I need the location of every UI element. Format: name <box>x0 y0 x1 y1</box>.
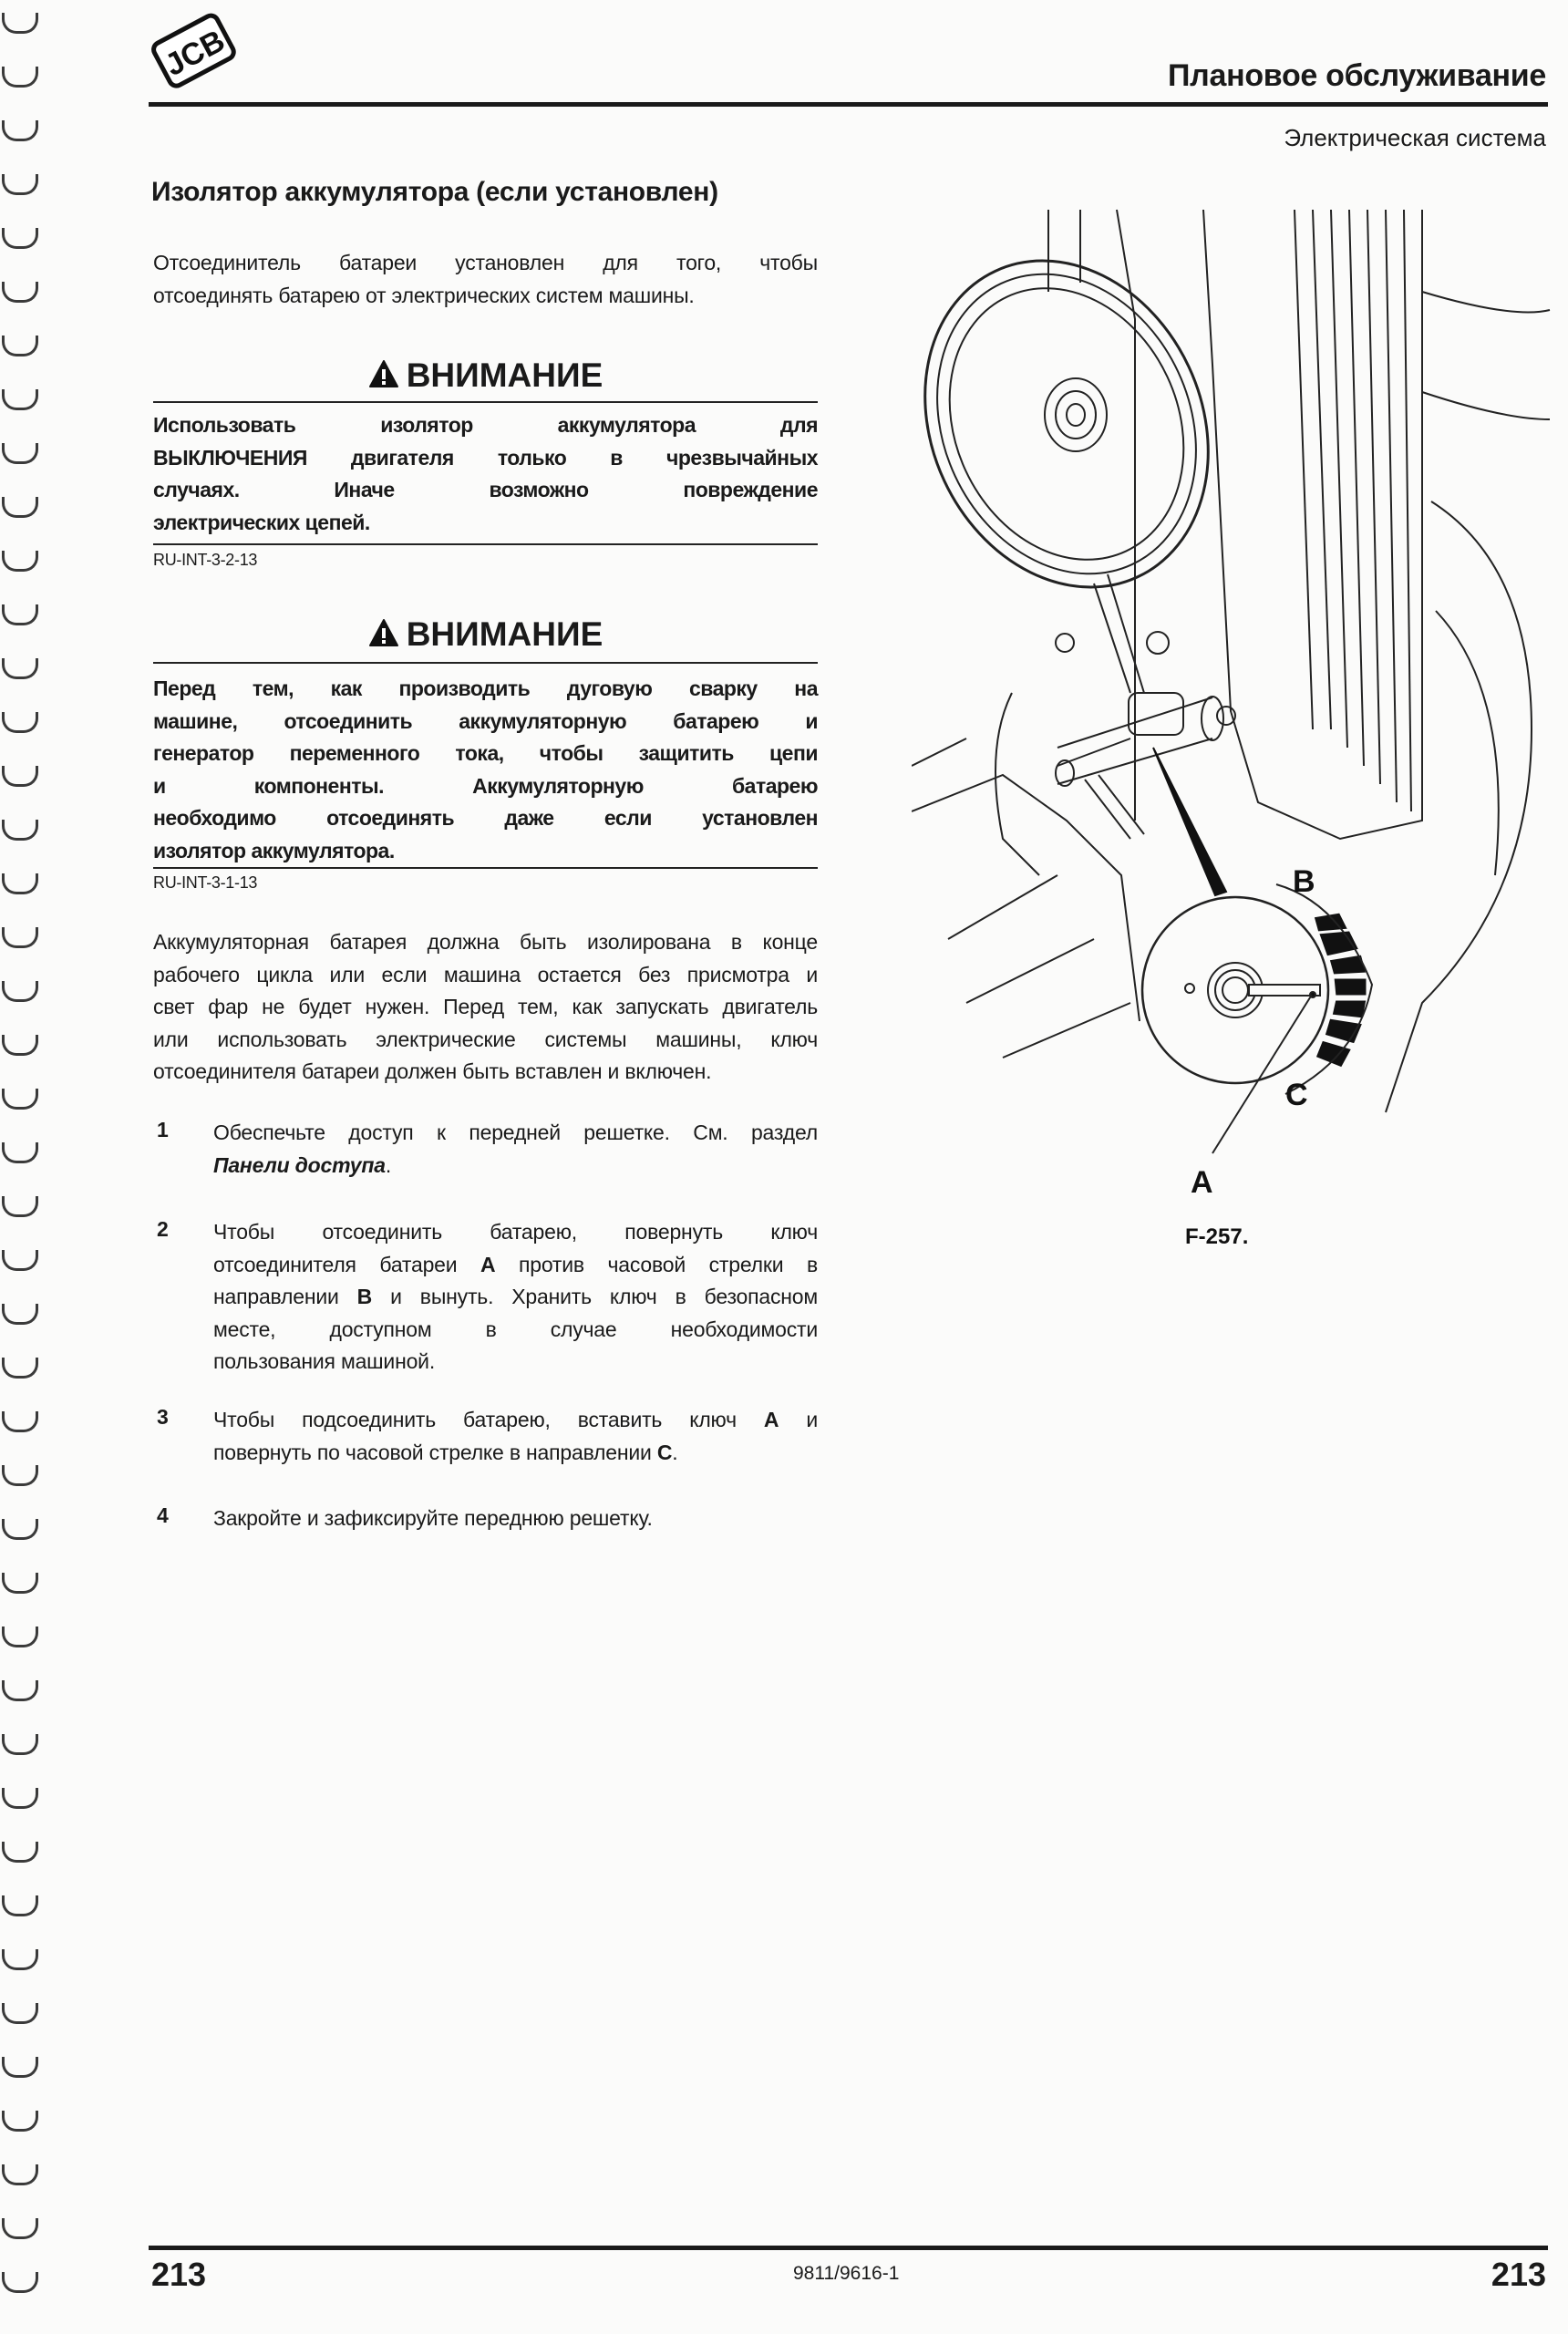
text-line: пользования машиной. <box>213 1349 436 1373</box>
text-line: Аккумуляторная батарея должна быть изолирована в конце <box>153 930 818 954</box>
page-number-right: 213 <box>1491 2256 1546 2293</box>
footer-rule <box>149 2246 1548 2250</box>
binding-ring <box>2 389 38 410</box>
section-reference: Панели доступа <box>213 1152 386 1177</box>
warning-heading <box>153 614 818 655</box>
text-line <box>213 1437 818 1470</box>
text-line: свет фар не будет нужен. Перед тем, как запускать двигатель <box>153 995 818 1018</box>
step-number: 1 <box>157 1118 169 1141</box>
text-line: Перед тем, как производить дуговую сварку на <box>153 676 818 700</box>
binding-ring <box>2 1895 38 1916</box>
svg-text:JCB: JCB <box>159 23 231 84</box>
binding-ring <box>2 604 38 625</box>
binding-ring <box>2 712 38 733</box>
label-c: C <box>1285 1078 1308 1112</box>
step-number: 4 <box>157 1503 169 1527</box>
text-line: и компоненты. Аккумуляторную батарею <box>153 773 818 798</box>
text-line <box>213 1281 818 1314</box>
figure-caption: F-257. <box>1185 1224 1249 1249</box>
warning-title: ВНИМАНИЕ <box>406 356 603 394</box>
warning-text <box>153 673 818 867</box>
binding-ring <box>2 2272 38 2293</box>
binding-ring <box>2 1196 38 1217</box>
callout-letter: C <box>656 1440 673 1464</box>
binding-ring <box>2 2111 38 2132</box>
text-line <box>213 1150 818 1182</box>
binding-ring <box>2 2057 38 2078</box>
binding-ring <box>2 551 38 572</box>
text-segment: отсоединителя батареи <box>213 1252 480 1276</box>
text-line: или использовать электрические системы машины, ключ <box>153 1027 818 1051</box>
binding-ring <box>2 1035 38 1056</box>
binding-ring <box>2 282 38 303</box>
warning-triangle-icon <box>368 359 399 388</box>
header-subtitle: Электрическая система <box>1284 124 1546 151</box>
step-text <box>213 1503 818 1535</box>
callout-letter: B <box>356 1285 373 1308</box>
step-text <box>213 1404 818 1469</box>
binding-ring <box>2 13 38 34</box>
binding-ring <box>2 336 38 356</box>
text-segment: повернуть по часовой стрелке в направлении <box>213 1440 657 1464</box>
text-line: Закройте и зафиксируйте переднюю решетку. <box>213 1506 653 1530</box>
binding-ring <box>2 927 38 948</box>
isolator-dial <box>1142 897 1328 1083</box>
document-code: 9811/9616-1 <box>793 2263 900 2284</box>
warning-text <box>153 409 818 539</box>
text-line: отсоединять батарею от электрических систем машины. <box>153 283 695 307</box>
text-line: необходимо отсоединять даже если установлен <box>153 806 818 830</box>
text-line: месте, доступном в случае необходимости <box>213 1317 818 1341</box>
binding-ring <box>2 1411 38 1432</box>
binding-ring <box>2 67 38 88</box>
binding-ring <box>2 120 38 141</box>
warning-code: RU-INT-3-1-13 <box>153 873 258 892</box>
text-segment: направлении <box>213 1285 357 1308</box>
step-text <box>213 1117 818 1182</box>
warning-heading <box>153 356 818 396</box>
binding-ring <box>2 2218 38 2239</box>
text-segment: и <box>779 1408 818 1431</box>
binding-ring <box>2 1304 38 1325</box>
binding-ring <box>2 1627 38 1647</box>
binding-ring <box>2 1573 38 1594</box>
binding-ring <box>2 658 38 679</box>
text-line: Обеспечьте доступ к передней решетке. См. раздел <box>213 1121 818 1144</box>
text-segment: . <box>672 1440 678 1464</box>
binding-ring <box>2 1788 38 1809</box>
header-title: Плановое обслуживание <box>1168 58 1546 93</box>
step-number: 2 <box>157 1217 169 1241</box>
text-line: машине, отсоединить аккумуляторную батарею и <box>153 708 818 733</box>
binding-ring <box>2 2003 38 2024</box>
warning-triangle-icon <box>368 618 399 647</box>
text-line: рабочего цикла или если машина остается без присмотра и <box>153 962 818 986</box>
binding-ring <box>2 1680 38 1701</box>
binding-ring <box>2 1734 38 1755</box>
label-a: A <box>1191 1165 1213 1200</box>
pointer-wedge <box>1153 748 1226 895</box>
text-line: Отсоединитель батареи установлен для того, чтобы <box>153 251 818 274</box>
text-line <box>213 1249 818 1282</box>
text-line <box>213 1404 818 1437</box>
binding-ring <box>2 1465 38 1486</box>
text-segment: Чтобы подсоединить батарею, вставить ключ <box>213 1408 764 1431</box>
text-line: электрических цепей. <box>153 510 370 534</box>
divider <box>153 401 818 403</box>
binding-ring <box>2 1142 38 1163</box>
binding-ring <box>2 1842 38 1863</box>
divider <box>153 543 818 545</box>
intro-paragraph <box>153 247 818 312</box>
text-line: генератор переменного тока, чтобы защитить цепи <box>153 741 818 765</box>
text-line: ВЫКЛЮЧЕНИЯ двигателя только в чрезвычайных <box>153 445 818 470</box>
text-segment: . <box>385 1152 392 1177</box>
text-line: Использовать изолятор аккумулятора для <box>153 413 818 437</box>
text-line: отсоединителя батареи должен быть вставлен и включен. <box>153 1059 712 1083</box>
label-b: B <box>1293 864 1315 899</box>
binding-ring <box>2 820 38 841</box>
page-number-left: 213 <box>151 2256 207 2293</box>
text-line: изолятор аккумулятора. <box>153 838 395 862</box>
warning-title: ВНИМАНИЕ <box>406 615 603 653</box>
binding-ring <box>2 443 38 464</box>
body-paragraph <box>153 926 818 1089</box>
binding-ring <box>2 228 38 249</box>
step-text <box>213 1216 818 1379</box>
text-segment: и вынуть. Хранить ключ в безопасном <box>372 1285 818 1308</box>
header-rule <box>149 102 1548 107</box>
text-segment: против часовой стрелки в <box>495 1252 818 1276</box>
text-line: Чтобы отсоединить батарею, повернуть ключ <box>213 1220 818 1244</box>
step-number: 3 <box>157 1405 169 1429</box>
warning-code: RU-INT-3-2-13 <box>153 551 258 569</box>
binding-ring <box>2 174 38 195</box>
binding-ring <box>2 1519 38 1540</box>
binding-ring <box>2 1250 38 1271</box>
binding-ring <box>2 766 38 787</box>
binding-ring <box>2 1089 38 1110</box>
callout-letter: A <box>763 1408 779 1431</box>
divider <box>153 662 818 664</box>
binding-ring <box>2 497 38 518</box>
text-line: случаях. Иначе возможно повреждение <box>153 478 818 501</box>
section-title: Изолятор аккумулятора (если установлен) <box>151 177 718 207</box>
binding-ring <box>2 873 38 894</box>
callout-letter: A <box>480 1252 496 1276</box>
jcb-logo <box>146 13 241 91</box>
binding-ring <box>2 1949 38 1970</box>
battery-isolator-illustration <box>912 182 1568 1276</box>
divider <box>153 867 818 869</box>
binding-ring <box>2 981 38 1002</box>
binding-ring <box>2 2164 38 2185</box>
binding-ring <box>2 1358 38 1379</box>
